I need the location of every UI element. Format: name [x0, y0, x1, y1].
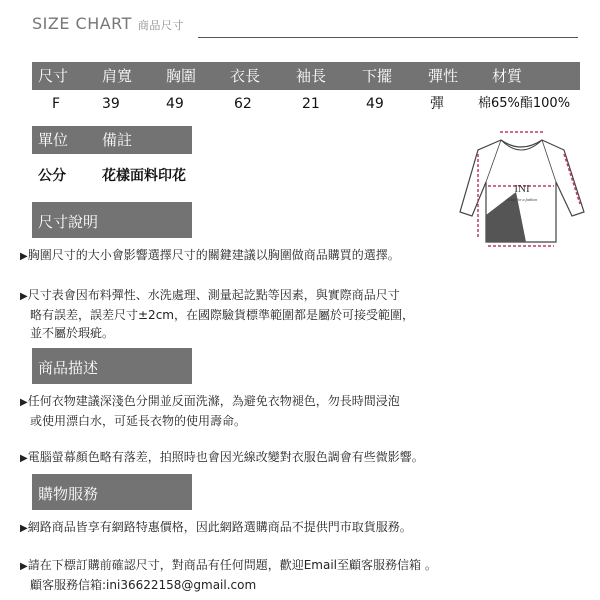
- product-desc-bullet-1: [20, 392, 580, 430]
- service-email-line: 顧客服務信箱:ini36622158@gmail.com: [30, 578, 257, 592]
- bullet-text-line2: 或使用漂白水，可延長衣物的使用壽命。: [30, 414, 247, 428]
- header-remark: 備註: [102, 131, 133, 149]
- bullet-text: 任何衣物建議深淺色分開並反面洗滌，為避免衣物褪色，勿長時間浸泡: [27, 394, 400, 408]
- bullet-text-line2: 略有誤差，誤差尺寸±2cm，在國際驗貨標準範圍都是屬於可接受範圍，: [30, 308, 414, 322]
- cell-size: F: [52, 96, 61, 112]
- bullet-text: 電腦螢幕顏色略有落差，拍照時也會因光線改變對衣服色調會有些微影響。: [27, 450, 424, 464]
- bullet-text: 請在下標訂購前確認尺寸，對商品有任何問題，歡迎Email至顧客服務信箱 。: [27, 558, 437, 572]
- service-bullet-1: [20, 518, 580, 538]
- header-shoulder: 肩寬: [102, 67, 133, 85]
- bullet-text: 胸圍尺寸的大小會影響選擇尺寸的關鍵建議以胸圍做商品購買的選擇。: [27, 248, 400, 262]
- cell-length: 62: [234, 96, 252, 112]
- service-bullet-2: [20, 556, 580, 594]
- unit-table-row: [32, 164, 332, 188]
- product-desc-bullet-2: [20, 448, 580, 468]
- cell-chest: 49: [166, 96, 184, 112]
- header-stretch: 彈性: [428, 67, 459, 85]
- header-chest: 胸圍: [166, 67, 197, 85]
- chart-title-text: SIZE CHART: [32, 14, 132, 33]
- section-service-title: 購物服務: [32, 474, 192, 510]
- size-note-bullet-1: [20, 246, 580, 266]
- bullet-text: 網路商品皆享有網路特惠價格，因此網路選購商品不提供門市取貨服務。: [27, 520, 412, 534]
- cell-material: 棉65%酯100%: [478, 96, 571, 111]
- cell-sleeve: 21: [302, 96, 320, 112]
- section-size-note-title: 尺寸說明: [32, 202, 192, 238]
- header-unit: 單位: [38, 131, 69, 149]
- size-table-header: [32, 62, 580, 90]
- size-table-row: [32, 90, 580, 116]
- bullet-arrow-icon: ▶: [20, 291, 28, 302]
- header-material: 材質: [492, 67, 523, 85]
- chart-title: [32, 14, 184, 33]
- garment-measurement-diagram: [456, 120, 586, 250]
- chart-subtitle: 商品尺寸: [137, 19, 184, 32]
- cell-remark: 花樣面料印花: [102, 168, 186, 184]
- bullet-arrow-icon: ▶: [20, 523, 28, 534]
- unit-table-header: [32, 126, 192, 154]
- bullet-text-line3: 並不屬於瑕疵。: [30, 326, 115, 340]
- size-note-bullet-2: [20, 286, 580, 342]
- bullet-arrow-icon: ▶: [20, 251, 28, 262]
- title-rule: [198, 37, 578, 38]
- bullet-arrow-icon: ▶: [20, 453, 28, 464]
- header-length: 衣長: [230, 67, 261, 85]
- bullet-arrow-icon: ▶: [20, 397, 28, 408]
- cell-shoulder: 39: [102, 96, 120, 112]
- bullet-arrow-icon: ▶: [20, 561, 28, 572]
- diagram-logo: INI: [514, 183, 530, 195]
- header-sleeve: 袖長: [296, 67, 327, 85]
- section-product-desc-title: 商品描述: [32, 348, 192, 384]
- cell-unit: 公分: [38, 168, 66, 184]
- bullet-text: 尺寸表會因布料彈性、水洗處理、測量起訖點等因素，與實際商品尺寸: [27, 288, 400, 302]
- cell-hem: 49: [366, 96, 384, 112]
- cell-stretch: 彈: [430, 96, 444, 112]
- header-hem: 下擺: [362, 67, 393, 85]
- header-size: 尺寸: [38, 67, 69, 85]
- diagram-tagline: A day for a fashion: [506, 197, 538, 202]
